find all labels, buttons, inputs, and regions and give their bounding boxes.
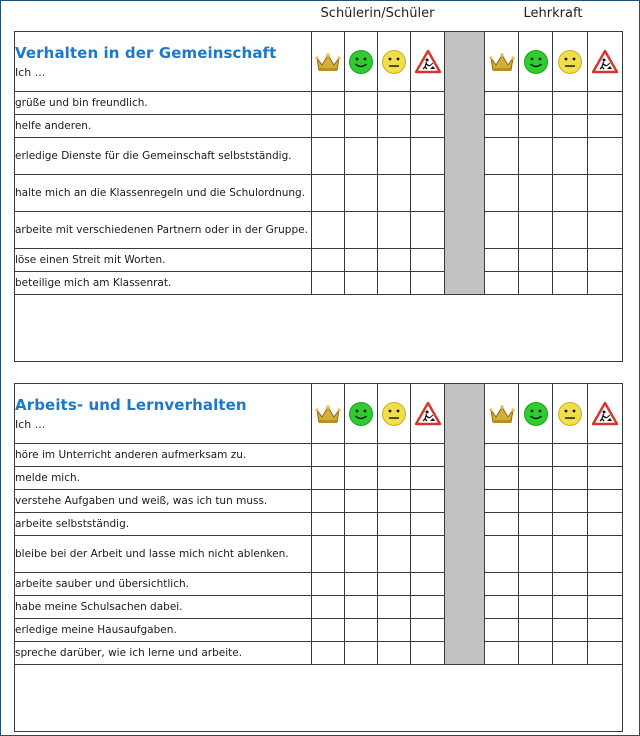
table-row	[15, 92, 623, 115]
teacher-rating-cell[interactable]	[553, 92, 588, 115]
student-rating-cell[interactable]	[378, 249, 411, 272]
statement-text: arbeite sauber und übersichtlich.	[15, 573, 312, 596]
student-rating-cell[interactable]	[312, 92, 345, 115]
teacher-rating-cell[interactable]	[485, 573, 519, 596]
section-title: Arbeits- und Lernverhalten	[15, 396, 247, 414]
smiley-happy-icon	[522, 48, 550, 76]
student-rating-cell[interactable]	[345, 175, 378, 212]
teacher-rating-cell[interactable]	[519, 596, 553, 619]
smiley-neutral-icon	[556, 400, 584, 428]
table-row	[15, 490, 623, 513]
table-row	[15, 467, 623, 490]
teacher-rating-cell[interactable]	[485, 513, 519, 536]
teacher-rating-header	[519, 32, 553, 92]
student-rating-cell[interactable]	[312, 490, 345, 513]
student-rating-cell[interactable]	[378, 175, 411, 212]
student-rating-cell[interactable]	[378, 596, 411, 619]
student-rating-cell[interactable]	[345, 467, 378, 490]
teacher-rating-cell[interactable]	[553, 115, 588, 138]
teacher-rating-cell[interactable]	[588, 249, 623, 272]
statement-text: grüße und bin freundlich.	[15, 92, 312, 115]
table-row	[15, 272, 623, 295]
teacher-rating-cell[interactable]	[553, 249, 588, 272]
teacher-rating-cell[interactable]	[485, 212, 519, 249]
teacher-rating-cell[interactable]	[553, 138, 588, 175]
student-rating-cell[interactable]	[378, 272, 411, 295]
student-rating-cell[interactable]	[345, 490, 378, 513]
teacher-rating-cell[interactable]	[519, 444, 553, 467]
student-rating-cell[interactable]	[345, 115, 378, 138]
teacher-rating-cell[interactable]	[519, 92, 553, 115]
student-rating-cell[interactable]	[312, 573, 345, 596]
teacher-rating-cell[interactable]	[588, 272, 623, 295]
student-rating-cell[interactable]	[345, 444, 378, 467]
teacher-rating-cell[interactable]	[485, 467, 519, 490]
table-row	[15, 513, 623, 536]
construction-sign-icon	[414, 400, 442, 428]
teacher-rating-cell[interactable]	[519, 212, 553, 249]
statement-text: arbeite selbstständig.	[15, 513, 312, 536]
student-rating-cell[interactable]	[345, 513, 378, 536]
teacher-rating-cell[interactable]	[553, 619, 588, 642]
teacher-rating-cell[interactable]	[588, 175, 623, 212]
student-rating-cell[interactable]	[345, 138, 378, 175]
student-rating-cell[interactable]	[411, 444, 445, 467]
statement-text: beteilige mich am Klassenrat.	[15, 272, 312, 295]
student-rating-header	[411, 384, 445, 444]
teacher-rating-cell[interactable]	[588, 138, 623, 175]
teacher-rating-cell[interactable]	[519, 573, 553, 596]
student-rating-cell[interactable]	[312, 513, 345, 536]
teacher-rating-cell[interactable]	[485, 619, 519, 642]
notes-area[interactable]	[15, 665, 623, 732]
smiley-neutral-icon	[380, 48, 408, 76]
smiley-happy-icon	[522, 400, 550, 428]
student-rating-cell[interactable]	[312, 272, 345, 295]
teacher-rating-cell[interactable]	[588, 596, 623, 619]
table-row	[15, 212, 623, 249]
teacher-rating-cell[interactable]	[553, 212, 588, 249]
table-row	[15, 536, 623, 573]
teacher-rating-cell[interactable]	[553, 467, 588, 490]
teacher-rating-cell[interactable]	[519, 272, 553, 295]
student-rating-header	[345, 32, 378, 92]
student-rating-cell[interactable]	[312, 619, 345, 642]
student-rating-cell[interactable]	[411, 249, 445, 272]
teacher-rating-cell[interactable]	[485, 490, 519, 513]
table-row	[15, 115, 623, 138]
rating-table	[14, 31, 623, 362]
student-rating-cell[interactable]	[312, 115, 345, 138]
student-rating-cell[interactable]	[312, 249, 345, 272]
student-rating-cell[interactable]	[378, 536, 411, 573]
statement-text: helfe anderen.	[15, 115, 312, 138]
student-rating-cell[interactable]	[378, 642, 411, 665]
student-column-label: Schülerin/Schüler	[320, 6, 435, 21]
section-work-behavior	[14, 383, 622, 732]
teacher-rating-cell[interactable]	[519, 467, 553, 490]
statement-text: erledige Dienste für die Gemeinschaft selbstständig.	[15, 138, 312, 175]
student-rating-header	[312, 32, 345, 92]
student-rating-cell[interactable]	[411, 619, 445, 642]
student-rating-header	[378, 384, 411, 444]
student-rating-cell[interactable]	[345, 573, 378, 596]
teacher-rating-cell[interactable]	[553, 513, 588, 536]
teacher-rating-cell[interactable]	[588, 573, 623, 596]
student-rating-cell[interactable]	[411, 212, 445, 249]
teacher-rating-cell[interactable]	[485, 444, 519, 467]
student-rating-cell[interactable]	[378, 573, 411, 596]
teacher-rating-cell[interactable]	[519, 490, 553, 513]
teacher-rating-cell[interactable]	[553, 490, 588, 513]
statement-text: melde mich.	[15, 467, 312, 490]
teacher-rating-header	[485, 32, 519, 92]
teacher-rating-cell[interactable]	[553, 272, 588, 295]
teacher-rating-cell[interactable]	[519, 115, 553, 138]
student-rating-cell[interactable]	[378, 467, 411, 490]
student-rating-cell[interactable]	[411, 92, 445, 115]
teacher-rating-cell[interactable]	[519, 249, 553, 272]
student-rating-cell[interactable]	[312, 642, 345, 665]
student-rating-cell[interactable]	[312, 467, 345, 490]
teacher-rating-cell[interactable]	[519, 513, 553, 536]
teacher-rating-cell[interactable]	[485, 115, 519, 138]
student-rating-cell[interactable]	[312, 536, 345, 573]
crown-icon	[488, 400, 516, 428]
rating-table	[14, 383, 623, 732]
student-rating-cell[interactable]	[411, 138, 445, 175]
student-rating-cell[interactable]	[411, 467, 445, 490]
student-rating-cell[interactable]	[378, 619, 411, 642]
teacher-rating-cell[interactable]	[485, 536, 519, 573]
teacher-rating-cell[interactable]	[588, 467, 623, 490]
construction-sign-icon	[414, 48, 442, 76]
student-rating-cell[interactable]	[378, 115, 411, 138]
teacher-column-label: Lehrkraft	[523, 6, 583, 21]
student-rating-header	[312, 384, 345, 444]
student-rating-cell[interactable]	[378, 513, 411, 536]
teacher-rating-cell[interactable]	[588, 115, 623, 138]
student-rating-cell[interactable]	[345, 249, 378, 272]
teacher-rating-header	[588, 384, 623, 444]
section-title: Verhalten in der Gemeinschaft	[15, 44, 277, 62]
teacher-rating-header	[588, 32, 623, 92]
teacher-rating-cell[interactable]	[485, 272, 519, 295]
teacher-rating-cell[interactable]	[485, 175, 519, 212]
construction-sign-icon	[591, 48, 619, 76]
student-rating-cell[interactable]	[345, 642, 378, 665]
table-row	[15, 444, 623, 467]
teacher-rating-cell[interactable]	[553, 175, 588, 212]
student-rating-cell[interactable]	[378, 212, 411, 249]
construction-sign-icon	[591, 400, 619, 428]
student-rating-cell[interactable]	[411, 490, 445, 513]
teacher-rating-cell[interactable]	[485, 138, 519, 175]
section-title-cell	[15, 384, 312, 444]
section-title-cell	[15, 32, 312, 92]
teacher-rating-cell[interactable]	[519, 642, 553, 665]
teacher-rating-cell[interactable]	[485, 249, 519, 272]
teacher-rating-cell[interactable]	[485, 642, 519, 665]
student-rating-cell[interactable]	[378, 490, 411, 513]
student-rating-cell[interactable]	[312, 596, 345, 619]
teacher-rating-header	[553, 384, 588, 444]
teacher-rating-cell[interactable]	[588, 642, 623, 665]
table-row	[15, 175, 623, 212]
smiley-happy-icon	[347, 400, 375, 428]
teacher-rating-cell[interactable]	[553, 642, 588, 665]
statement-text: verstehe Aufgaben und weiß, was ich tun muss.	[15, 490, 312, 513]
teacher-rating-cell[interactable]	[519, 175, 553, 212]
crown-icon	[314, 400, 342, 428]
statement-text: erledige meine Hausaufgaben.	[15, 619, 312, 642]
student-rating-cell[interactable]	[345, 596, 378, 619]
teacher-rating-cell[interactable]	[553, 444, 588, 467]
statement-text: halte mich an die Klassenregeln und die Schulordnung.	[15, 175, 312, 212]
student-rating-cell[interactable]	[378, 444, 411, 467]
student-rating-cell[interactable]	[312, 175, 345, 212]
student-rating-cell[interactable]	[411, 115, 445, 138]
teacher-rating-cell[interactable]	[588, 536, 623, 573]
student-rating-header	[378, 32, 411, 92]
section-social-behavior	[14, 31, 622, 362]
statement-text: höre im Unterricht anderen aufmerksam zu.	[15, 444, 312, 467]
teacher-rating-header	[485, 384, 519, 444]
smiley-happy-icon	[347, 48, 375, 76]
teacher-rating-cell[interactable]	[553, 536, 588, 573]
teacher-rating-cell[interactable]	[519, 138, 553, 175]
student-rating-cell[interactable]	[345, 619, 378, 642]
teacher-rating-header	[553, 32, 588, 92]
student-rating-cell[interactable]	[378, 92, 411, 115]
student-rating-cell[interactable]	[411, 272, 445, 295]
section-subtitle: Ich ...	[15, 66, 46, 79]
student-rating-cell[interactable]	[345, 92, 378, 115]
student-rating-header	[345, 384, 378, 444]
column-separator	[445, 384, 485, 665]
teacher-rating-cell[interactable]	[588, 619, 623, 642]
table-row	[15, 573, 623, 596]
smiley-neutral-icon	[556, 48, 584, 76]
crown-icon	[314, 48, 342, 76]
teacher-rating-cell[interactable]	[485, 92, 519, 115]
teacher-rating-cell[interactable]	[485, 596, 519, 619]
teacher-rating-cell[interactable]	[519, 619, 553, 642]
student-rating-cell[interactable]	[312, 212, 345, 249]
student-rating-cell[interactable]	[411, 596, 445, 619]
teacher-rating-cell[interactable]	[588, 92, 623, 115]
student-rating-cell[interactable]	[312, 444, 345, 467]
teacher-rating-cell[interactable]	[553, 596, 588, 619]
student-rating-cell[interactable]	[411, 536, 445, 573]
student-rating-cell[interactable]	[345, 212, 378, 249]
teacher-rating-cell[interactable]	[588, 490, 623, 513]
teacher-rating-cell[interactable]	[519, 536, 553, 573]
student-rating-cell[interactable]	[411, 513, 445, 536]
student-rating-cell[interactable]	[345, 272, 378, 295]
table-row	[15, 642, 623, 665]
student-rating-header	[411, 32, 445, 92]
student-rating-cell[interactable]	[378, 138, 411, 175]
table-row	[15, 619, 623, 642]
student-rating-cell[interactable]	[312, 138, 345, 175]
student-rating-cell[interactable]	[411, 175, 445, 212]
statement-text: spreche darüber, wie ich lerne und arbeite.	[15, 642, 312, 665]
section-subtitle: Ich ...	[15, 418, 46, 431]
teacher-rating-cell[interactable]	[553, 573, 588, 596]
teacher-rating-cell[interactable]	[588, 513, 623, 536]
column-separator	[445, 32, 485, 295]
table-row	[15, 138, 623, 175]
notes-area[interactable]	[15, 295, 623, 362]
student-rating-cell[interactable]	[411, 642, 445, 665]
smiley-neutral-icon	[380, 400, 408, 428]
student-rating-cell[interactable]	[345, 536, 378, 573]
teacher-rating-cell[interactable]	[588, 212, 623, 249]
teacher-rating-cell[interactable]	[588, 444, 623, 467]
statement-text: habe meine Schulsachen dabei.	[15, 596, 312, 619]
crown-icon	[488, 48, 516, 76]
table-row	[15, 596, 623, 619]
student-rating-cell[interactable]	[411, 573, 445, 596]
statement-text: löse einen Streit mit Worten.	[15, 249, 312, 272]
table-row	[15, 249, 623, 272]
teacher-rating-header	[519, 384, 553, 444]
statement-text: bleibe bei der Arbeit und lasse mich nicht ablenken.	[15, 536, 312, 573]
statement-text: arbeite mit verschiedenen Partnern oder in der Gruppe.	[15, 212, 312, 249]
